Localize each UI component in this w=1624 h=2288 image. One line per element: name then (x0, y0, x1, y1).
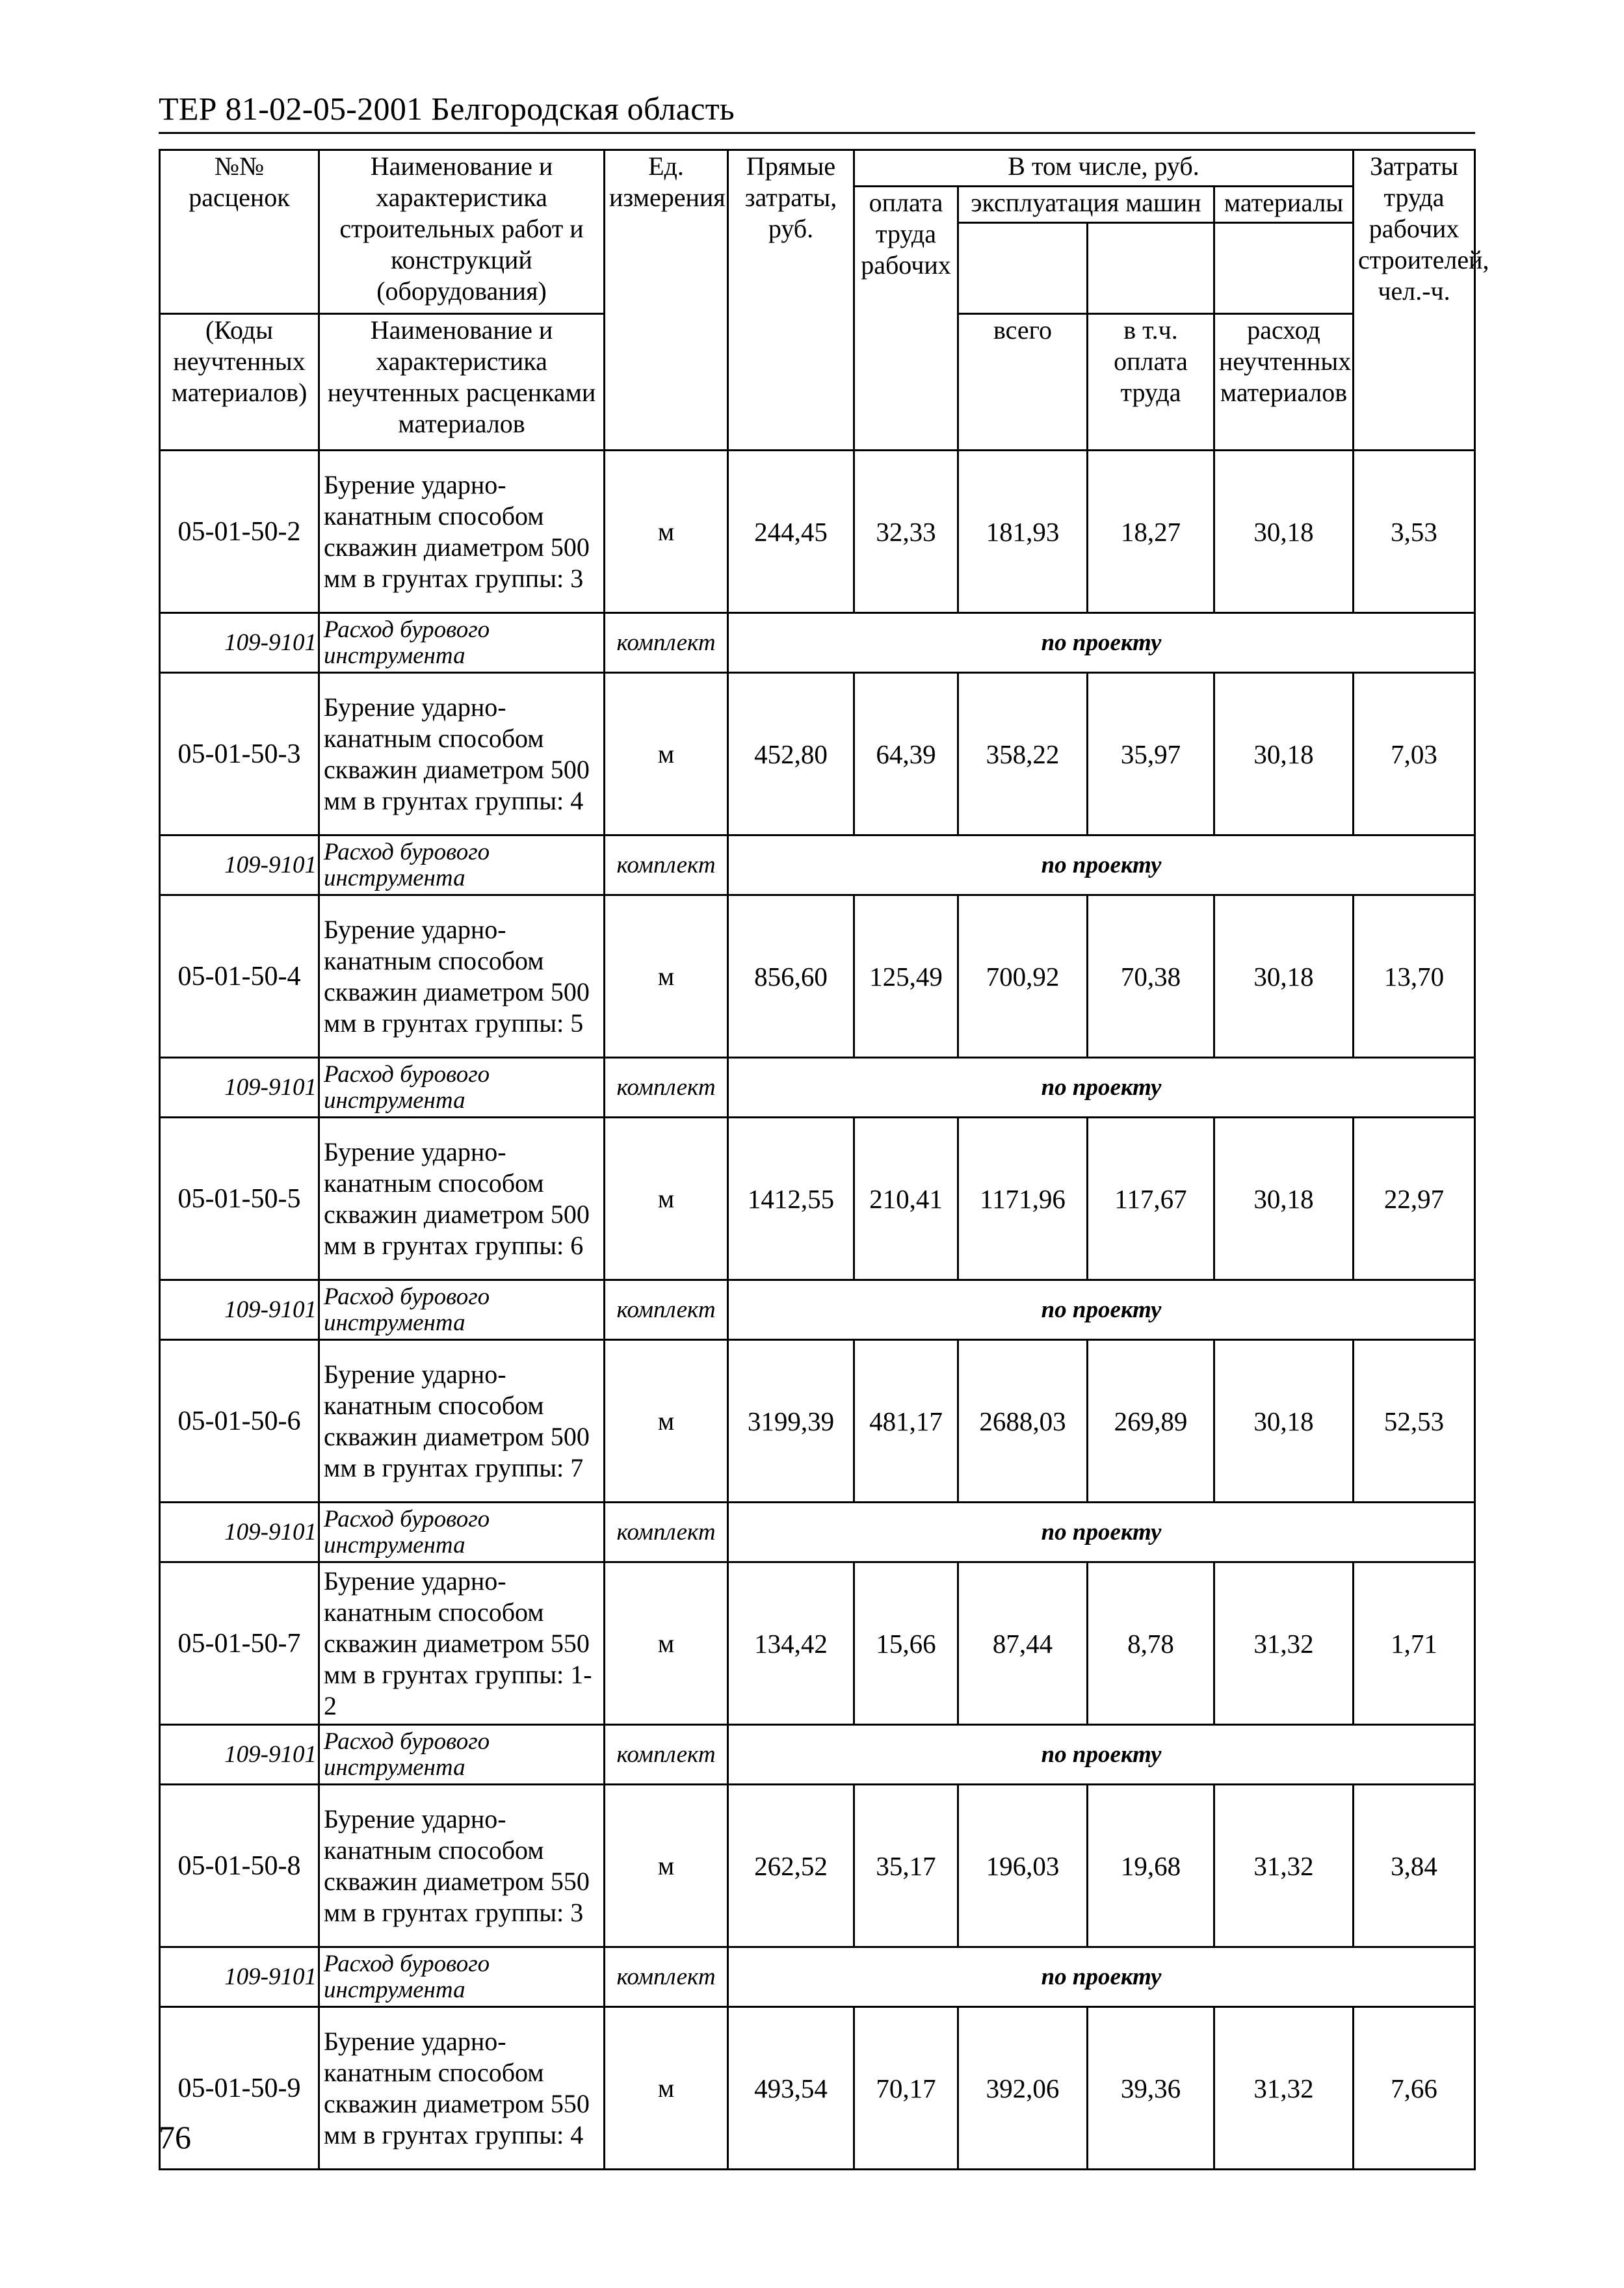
rate-code: 05-01-50-8 (160, 1785, 319, 1947)
direct-cost: 134,42 (728, 1562, 854, 1725)
material-row (160, 613, 1475, 673)
header-row-1 (160, 150, 1475, 187)
material-note: по проекту (728, 1503, 1475, 1562)
direct-cost: 452,80 (728, 673, 854, 835)
material-note: по проекту (728, 1725, 1475, 1785)
unit: м (605, 1118, 728, 1280)
material-row (160, 1280, 1475, 1340)
unit: м (605, 2007, 728, 2170)
machines-wages: 70,38 (1088, 895, 1214, 1058)
table-row (160, 1118, 1475, 1280)
direct-cost: 262,52 (728, 1785, 854, 1947)
materials-cost: 30,18 (1214, 895, 1354, 1058)
materials-cost: 30,18 (1214, 1340, 1354, 1503)
machines-wages: 18,27 (1088, 451, 1214, 613)
unit: м (605, 895, 728, 1058)
material-unit: комплект (605, 613, 728, 673)
wages-cost: 125,49 (854, 895, 958, 1058)
direct-cost: 3199,39 (728, 1340, 854, 1503)
direct-cost: 856,60 (728, 895, 854, 1058)
material-unit: комплект (605, 1947, 728, 2007)
direct-cost: 244,45 (728, 451, 854, 613)
unit: м (605, 673, 728, 835)
header-unit: Ед. измерения (605, 150, 728, 451)
work-name: Бурение ударно-канатным способом скважин диаметром 550 мм в грунтах группы: 1-2 (319, 1562, 605, 1725)
unit: м (605, 1340, 728, 1503)
wages-cost: 210,41 (854, 1118, 958, 1280)
material-name: Расход бурового инструмента (319, 1947, 605, 2007)
rate-code: 05-01-50-6 (160, 1340, 319, 1503)
header-name-bottom: Наименование и характеристика неучтенных расценками материалов (319, 314, 605, 451)
table-row (160, 1340, 1475, 1503)
machines-wages: 269,89 (1088, 1340, 1214, 1503)
labor-hours: 7,66 (1354, 2007, 1475, 2170)
work-name: Бурение ударно-канатным способом скважин диаметром 500 мм в грунтах группы: 4 (319, 673, 605, 835)
material-unit: комплект (605, 835, 728, 895)
wages-cost: 70,17 (854, 2007, 958, 2170)
materials-cost: 31,32 (1214, 1785, 1354, 1947)
work-name: Бурение ударно-канатным способом скважин диаметром 550 мм в грунтах группы: 4 (319, 2007, 605, 2170)
material-row (160, 1058, 1475, 1118)
rates-table (159, 149, 1489, 2170)
wages-cost: 481,17 (854, 1340, 958, 1503)
page-header: ТЕР 81-02-05-2001 Белгородская область (159, 90, 735, 127)
material-name: Расход бурового инструмента (319, 613, 605, 673)
work-name: Бурение ударно-канатным способом скважин диаметром 500 мм в грунтах группы: 7 (319, 1340, 605, 1503)
labor-hours: 1,71 (1354, 1562, 1475, 1725)
rate-code: 05-01-50-5 (160, 1118, 319, 1280)
machines-total: 392,06 (958, 2007, 1088, 2170)
direct-cost: 1412,55 (728, 1118, 854, 1280)
header-rule (159, 132, 1475, 134)
rate-code: 05-01-50-7 (160, 1562, 319, 1725)
work-name: Бурение ударно-канатным способом скважин диаметром 500 мм в грунтах группы: 6 (319, 1118, 605, 1280)
material-row (160, 1947, 1475, 2007)
table-row (160, 1785, 1475, 1947)
rate-code: 05-01-50-9 (160, 2007, 319, 2170)
table-row (160, 451, 1475, 613)
material-note: по проекту (728, 1947, 1475, 2007)
material-note: по проекту (728, 613, 1475, 673)
material-code: 109-9101 (160, 1725, 319, 1785)
table-row (160, 895, 1475, 1058)
labor-hours: 3,53 (1354, 451, 1475, 613)
material-name: Расход бурового инструмента (319, 835, 605, 895)
page-number: 76 (159, 2119, 191, 2155)
materials-cost: 30,18 (1214, 673, 1354, 835)
machines-total: 700,92 (958, 895, 1088, 1058)
material-code: 109-9101 (160, 1280, 319, 1340)
unit: м (605, 451, 728, 613)
material-note: по проекту (728, 835, 1475, 895)
material-row (160, 1725, 1475, 1785)
materials-cost: 30,18 (1214, 451, 1354, 613)
wages-cost: 64,39 (854, 673, 958, 835)
table-row (160, 673, 1475, 835)
rate-code: 05-01-50-2 (160, 451, 319, 613)
material-row (160, 835, 1475, 895)
header-direct: Прямые затраты, руб. (728, 150, 854, 451)
materials-cost: 31,32 (1214, 2007, 1354, 2170)
header-empty-3 (1214, 223, 1354, 314)
work-name: Бурение ударно-канатным способом скважин диаметром 550 мм в грунтах группы: 3 (319, 1785, 605, 1947)
header-materials-sub: расход неучтенных материалов (1214, 314, 1354, 451)
machines-wages: 8,78 (1088, 1562, 1214, 1725)
table-row (160, 2007, 1475, 2170)
unit: м (605, 1562, 728, 1725)
material-unit: комплект (605, 1503, 728, 1562)
header-name-top: Наименование и характеристика строительных работ и конструкций (оборудования) (319, 150, 605, 314)
material-code: 109-9101 (160, 1947, 319, 2007)
labor-hours: 52,53 (1354, 1340, 1475, 1503)
material-row (160, 1503, 1475, 1562)
material-unit: комплект (605, 1725, 728, 1785)
material-code: 109-9101 (160, 1058, 319, 1118)
machines-wages: 39,36 (1088, 2007, 1214, 2170)
header-materials: материалы (1214, 187, 1354, 223)
machines-total: 181,93 (958, 451, 1088, 613)
machines-wages: 117,67 (1088, 1118, 1214, 1280)
material-code: 109-9101 (160, 613, 319, 673)
material-name: Расход бурового инструмента (319, 1058, 605, 1118)
unit: м (605, 1785, 728, 1947)
material-unit: комплект (605, 1280, 728, 1340)
header-machines: эксплуатация машин (958, 187, 1214, 223)
work-name: Бурение ударно-канатным способом скважин диаметром 500 мм в грунтах группы: 3 (319, 451, 605, 613)
material-name: Расход бурового инструмента (319, 1503, 605, 1562)
material-name: Расход бурового инструмента (319, 1725, 605, 1785)
header-wages: оплата труда рабочих (854, 187, 958, 451)
machines-total: 358,22 (958, 673, 1088, 835)
table-row (160, 1562, 1475, 1725)
labor-hours: 7,03 (1354, 673, 1475, 835)
material-unit: комплект (605, 1058, 728, 1118)
machines-total: 1171,96 (958, 1118, 1088, 1280)
labor-hours: 22,97 (1354, 1118, 1475, 1280)
labor-hours: 3,84 (1354, 1785, 1475, 1947)
header-empty-1 (958, 223, 1088, 314)
header-machines-wages: в т.ч. оплата труда (1088, 314, 1214, 451)
header-empty-2 (1088, 223, 1214, 314)
machines-total: 2688,03 (958, 1340, 1088, 1503)
rate-code: 05-01-50-4 (160, 895, 319, 1058)
machines-wages: 19,68 (1088, 1785, 1214, 1947)
header-labor: Затраты труда рабочих строителей, чел.-ч. (1354, 150, 1475, 451)
machines-total: 87,44 (958, 1562, 1088, 1725)
material-note: по проекту (728, 1058, 1475, 1118)
machines-wages: 35,97 (1088, 673, 1214, 835)
header-code-top: №№ расценок (160, 150, 319, 314)
material-note: по проекту (728, 1280, 1475, 1340)
materials-cost: 31,32 (1214, 1562, 1354, 1725)
material-code: 109-9101 (160, 1503, 319, 1562)
material-name: Расход бурового инструмента (319, 1280, 605, 1340)
wages-cost: 35,17 (854, 1785, 958, 1947)
machines-total: 196,03 (958, 1785, 1088, 1947)
header-machines-total: всего (958, 314, 1088, 451)
rate-code: 05-01-50-3 (160, 673, 319, 835)
wages-cost: 32,33 (854, 451, 958, 613)
labor-hours: 13,70 (1354, 895, 1475, 1058)
header-code-bottom: (Коды неучтенных материалов) (160, 314, 319, 451)
materials-cost: 30,18 (1214, 1118, 1354, 1280)
work-name: Бурение ударно-канатным способом скважин диаметром 500 мм в грунтах группы: 5 (319, 895, 605, 1058)
material-code: 109-9101 (160, 835, 319, 895)
header-incl: В том числе, руб. (854, 150, 1354, 187)
direct-cost: 493,54 (728, 2007, 854, 2170)
wages-cost: 15,66 (854, 1562, 958, 1725)
